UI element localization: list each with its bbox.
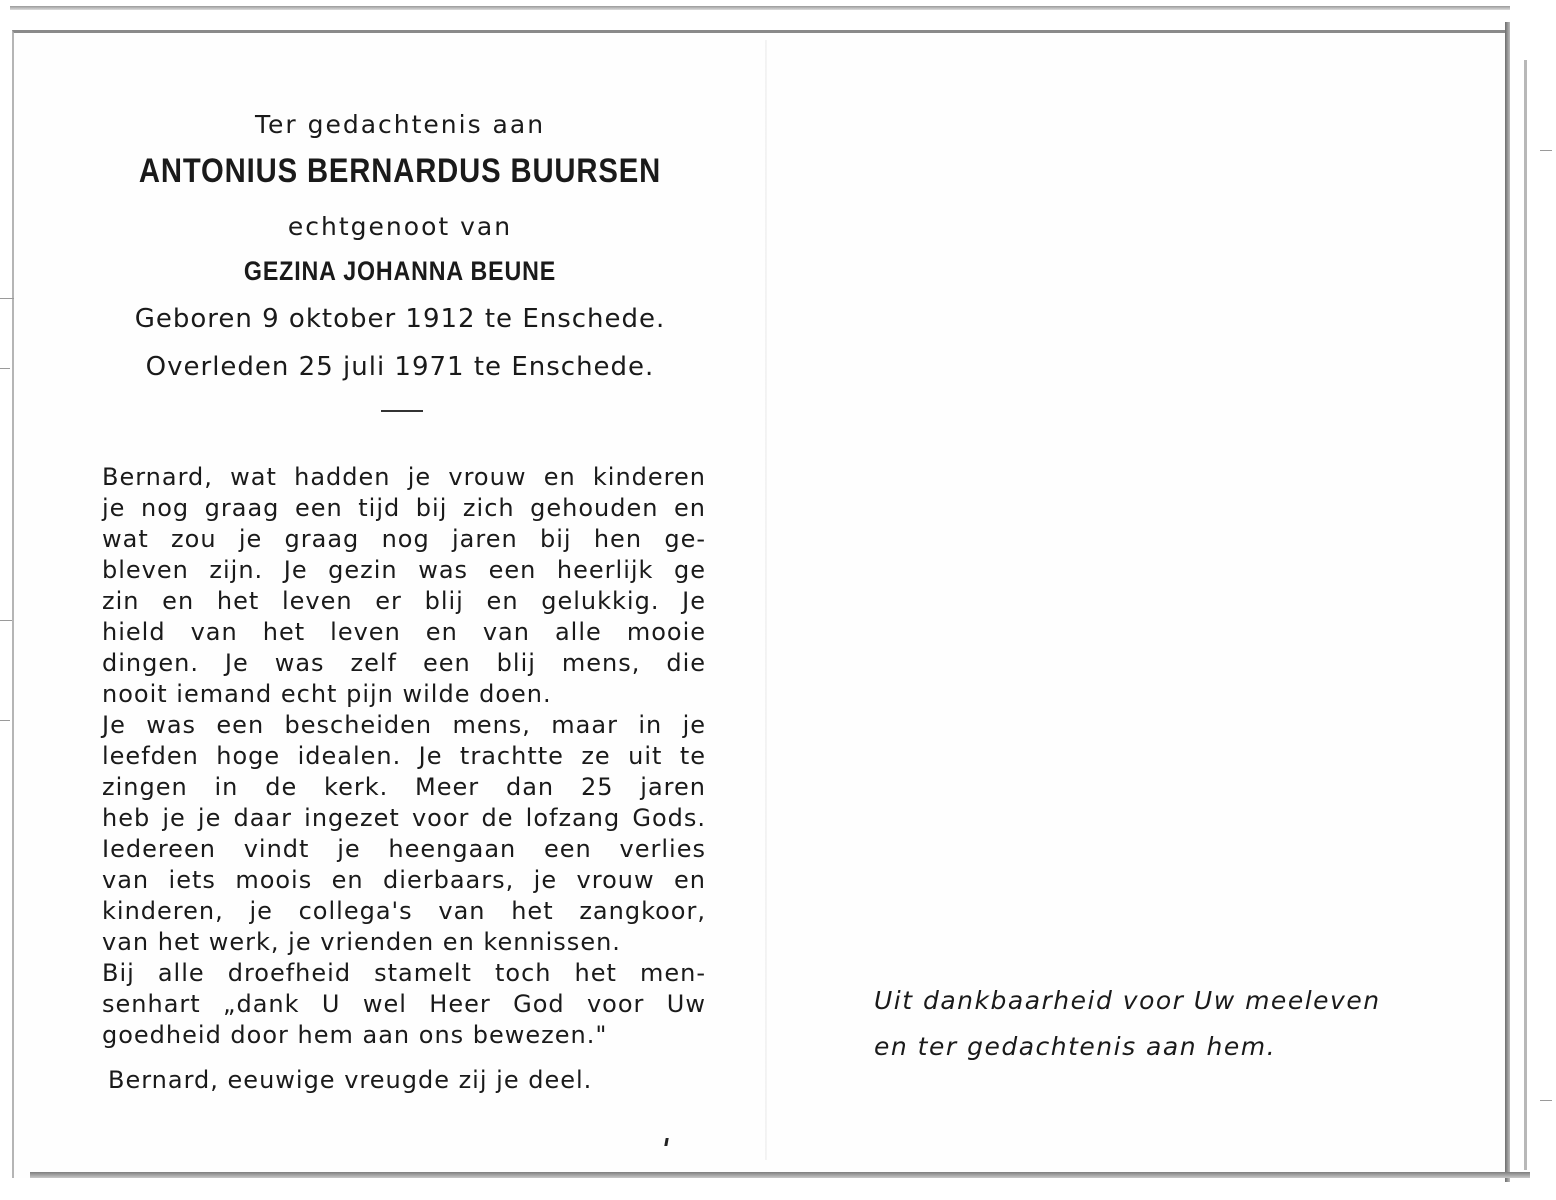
- scan-edge-bottom: [30, 1172, 1530, 1178]
- text-line: senhart „dank U wel Heer God voor Uw: [102, 990, 706, 1018]
- scan-edge-right: [1505, 22, 1510, 1182]
- text-line: zin en het leven er blij en gelukkig. Je: [102, 587, 706, 615]
- scan-edge-right-shadow: [1524, 60, 1527, 1170]
- text-line: goedheid door hem aan ons bewezen.": [102, 1021, 608, 1049]
- deceased-name: ANTONIUS BERNARDUS BUURSEN: [138, 152, 662, 190]
- thanks-line-2: en ter gedachtenis aan hem.: [874, 1032, 1277, 1061]
- scan-mark: [1540, 150, 1552, 151]
- scan-mark: [0, 368, 10, 369]
- text-line: Bij alle droefheid stamelt toch het men-: [102, 959, 706, 987]
- intro-text: Ter gedachtenis aan: [254, 110, 546, 139]
- text-line: van het werk, je vrienden en kennissen.: [102, 928, 621, 956]
- scan-mark: [0, 620, 12, 621]
- text-line: bleven zijn. Je gezin was een heerlijk ge: [102, 556, 706, 584]
- text-line: je nog graag een tijd bij zich gehouden en: [102, 494, 706, 522]
- scan-mark: [1540, 1100, 1552, 1101]
- spouse-name: GEZINA JOHANNA BEUNE: [243, 256, 557, 286]
- divider: [381, 410, 423, 412]
- text-line: van iets moois en dierbaars, je vrouw en: [102, 866, 706, 894]
- text-line: heb je je daar ingezet voor de lofzang Gods.: [102, 804, 706, 832]
- scan-mark: [0, 298, 14, 299]
- spouse-intro-text: echtgenoot van: [287, 212, 513, 241]
- text-line: zingen in de kerk. Meer dan 25 jaren: [102, 773, 706, 801]
- text-line: dingen. Je was zelf een blij mens, die: [102, 649, 706, 677]
- text-line: hield van het leven en van alle mooie: [102, 618, 706, 646]
- death-line: Overleden 25 juli 1971 te Enschede.: [145, 352, 655, 382]
- scan-mark: [0, 720, 10, 721]
- birth-line: Geboren 9 oktober 1912 te Enschede.: [134, 304, 666, 334]
- text-line: Iedereen vindt je heengaan een verlies: [102, 835, 706, 863]
- text-line: Je was een bescheiden mens, maar in je: [102, 711, 706, 739]
- text-line: wat zou je graag nog jaren bij hen ge-: [102, 525, 706, 553]
- scan-edge-top: [10, 6, 1510, 10]
- card-fold: [765, 40, 767, 1160]
- text-line: nooit iemand echt pijn wilde doen.: [102, 680, 552, 708]
- memorial-text: [102, 462, 706, 1051]
- closing-line: Bernard, eeuwige vreugde zij je deel.: [108, 1066, 593, 1094]
- text-line: Bernard, wat hadden je vrouw en kinderen: [102, 463, 706, 491]
- text-line: leefden hoge idealen. Je trachtte ze uit te: [102, 742, 706, 770]
- thanks-line-1: Uit dankbaarheid voor Uw meeleven: [874, 986, 1381, 1015]
- text-line: kinderen, je collega's van het zangkoor,: [102, 897, 706, 925]
